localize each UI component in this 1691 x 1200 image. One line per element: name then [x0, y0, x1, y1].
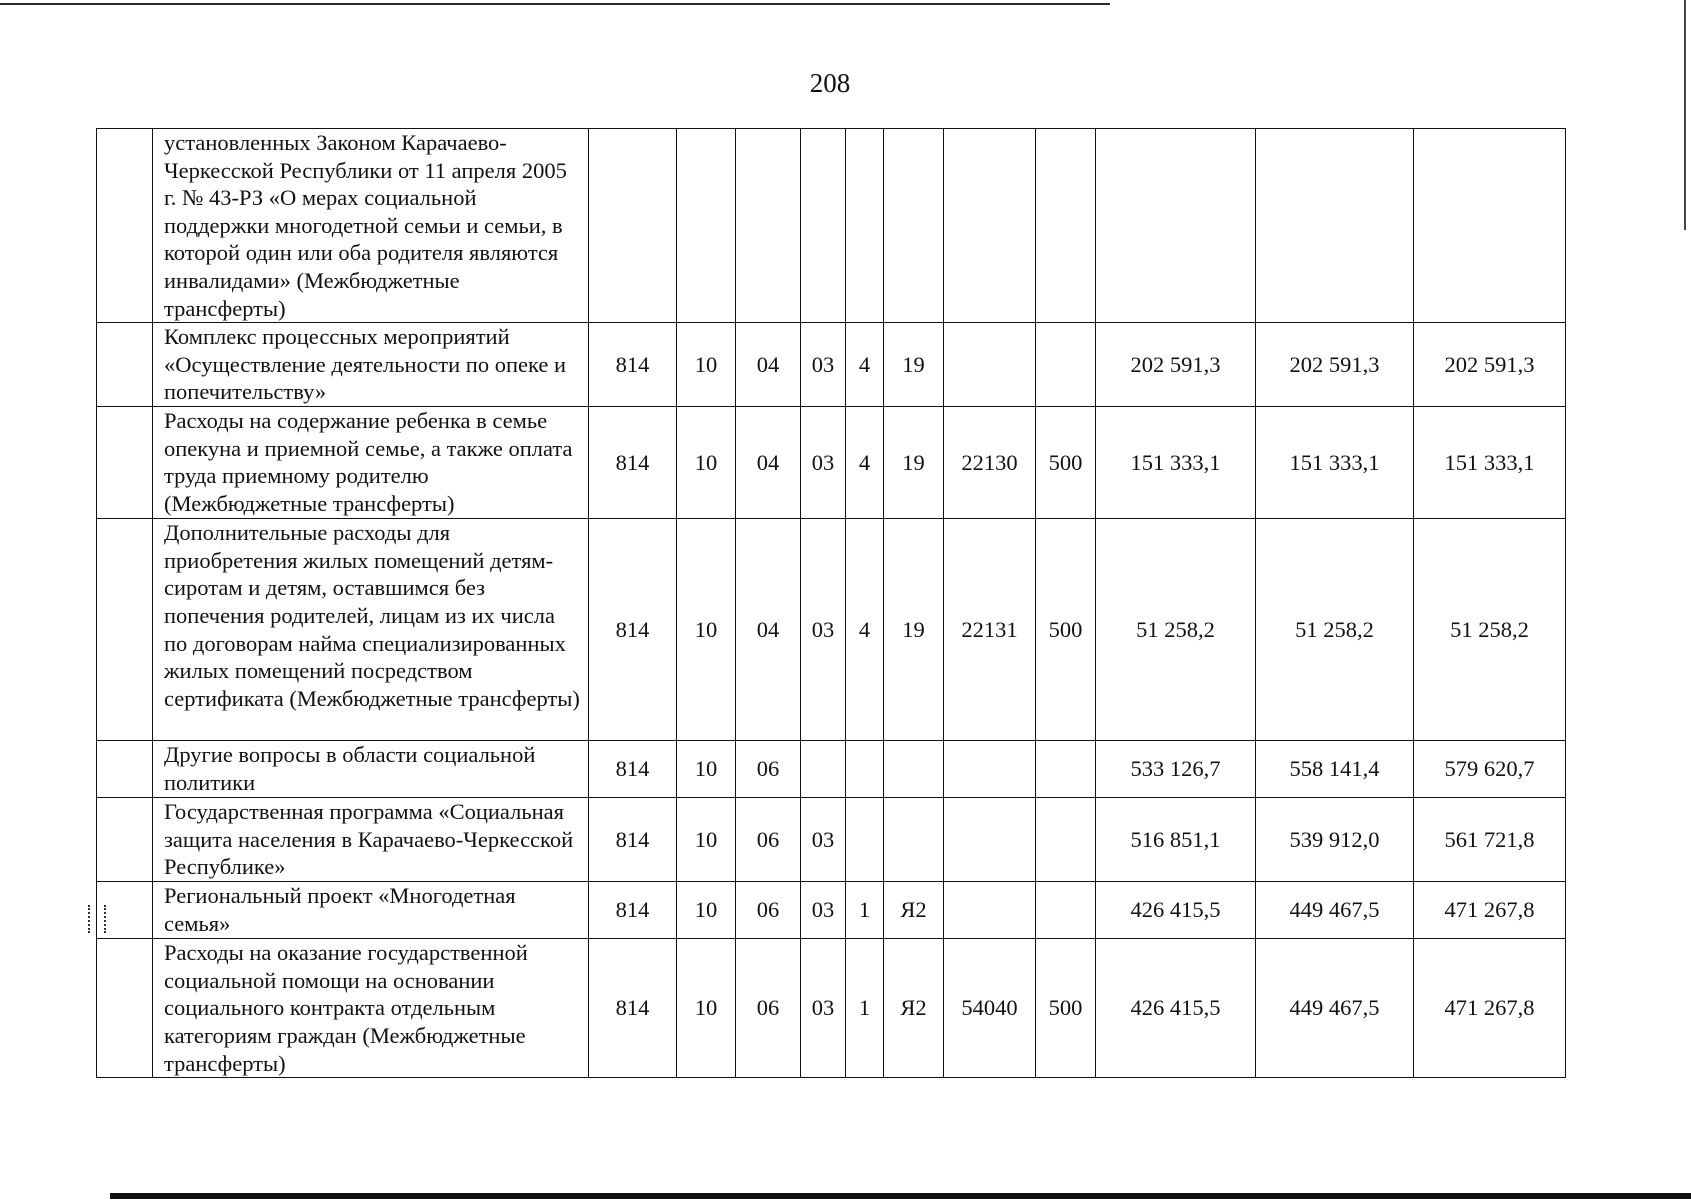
program-code [801, 741, 846, 798]
expense-type-code [1036, 129, 1096, 323]
row-marker-cell [97, 882, 153, 939]
expense-type-code [1036, 798, 1096, 882]
amount-2025: 202 591,3 [1096, 323, 1256, 407]
ministry-code: 814 [589, 741, 677, 798]
amount-2025 [1096, 129, 1256, 323]
amount-2026 [1256, 129, 1414, 323]
row-name: Государственная программа «Социальная защита населения в Карачаево-Черкесской Республике» [153, 798, 589, 882]
amount-2027: 471 267,8 [1414, 939, 1566, 1078]
target-code [884, 741, 944, 798]
direction-code: 54040 [944, 939, 1036, 1078]
amount-2027: 151 333,1 [1414, 407, 1566, 519]
type-code [846, 129, 884, 323]
section-code: 10 [677, 323, 736, 407]
direction-code: 22131 [944, 519, 1036, 741]
direction-code [944, 323, 1036, 407]
row-name: Расходы на содержание ребенка в семье опекуна и приемной семье, а также оплата труда приемному родителю (Межбюджетные трансферты) [153, 407, 589, 519]
target-code: 19 [884, 519, 944, 741]
amount-2025: 51 258,2 [1096, 519, 1256, 741]
amount-2026: 151 333,1 [1256, 407, 1414, 519]
amount-2026: 449 467,5 [1256, 939, 1414, 1078]
table-row [97, 129, 1566, 323]
row-marker-cell [97, 323, 153, 407]
amount-2025: 426 415,5 [1096, 939, 1256, 1078]
amount-2027: 51 258,2 [1414, 519, 1566, 741]
type-code: 4 [846, 407, 884, 519]
type-code: 4 [846, 323, 884, 407]
amount-2027: 471 267,8 [1414, 882, 1566, 939]
target-code: Я2 [884, 939, 944, 1078]
amount-2025: 151 333,1 [1096, 407, 1256, 519]
expense-type-code [1036, 323, 1096, 407]
amount-2026: 51 258,2 [1256, 519, 1414, 741]
budget-table [96, 128, 1566, 1078]
row-marker-cell [97, 519, 153, 741]
target-code: 19 [884, 407, 944, 519]
program-code: 03 [801, 407, 846, 519]
row-name: Комплекс процессных мероприятий «Осуществление деятельности по опеке и попечительству» [153, 323, 589, 407]
direction-code: 22130 [944, 407, 1036, 519]
subsection-code: 06 [736, 798, 801, 882]
row-marker-cell [97, 407, 153, 519]
ministry-code: 814 [589, 519, 677, 741]
amount-2027 [1414, 129, 1566, 323]
table-row [97, 323, 1566, 407]
row-name: Региональный проект «Многодетная семья» [153, 882, 589, 939]
amount-2026: 449 467,5 [1256, 882, 1414, 939]
direction-code [944, 882, 1036, 939]
amount-2025: 426 415,5 [1096, 882, 1256, 939]
subsection-code: 04 [736, 519, 801, 741]
ministry-code [589, 129, 677, 323]
row-name: Другие вопросы в области социальной политики [153, 741, 589, 798]
subsection-code: 06 [736, 939, 801, 1078]
row-marker-cell [97, 129, 153, 323]
type-code [846, 741, 884, 798]
row-name: Дополнительные расходы для приобретения жилых помещений детям-сиротам и детям, оставшимся без попечения родителей, лицам из их числа по договорам найма специализированных жилых помещений посредством сертификата (Межбюджетные трансферты) [153, 519, 589, 741]
ministry-code: 814 [589, 798, 677, 882]
subsection-code: 04 [736, 323, 801, 407]
amount-2027: 561 721,8 [1414, 798, 1566, 882]
program-code: 03 [801, 519, 846, 741]
scan-border-top [0, 3, 1110, 5]
section-code: 10 [677, 939, 736, 1078]
target-code [884, 798, 944, 882]
row-marker-cell [97, 939, 153, 1078]
type-code: 1 [846, 882, 884, 939]
section-code: 10 [677, 882, 736, 939]
amount-2027: 579 620,7 [1414, 741, 1566, 798]
section-code: 10 [677, 798, 736, 882]
row-marker-cell [97, 741, 153, 798]
expense-type-code: 500 [1036, 939, 1096, 1078]
target-code [884, 129, 944, 323]
table-row [97, 741, 1566, 798]
type-code: 4 [846, 519, 884, 741]
page-number: 208 [809, 68, 851, 98]
subsection-code: 06 [736, 882, 801, 939]
direction-code [944, 129, 1036, 323]
program-code: 03 [801, 882, 846, 939]
type-code [846, 798, 884, 882]
amount-2026: 558 141,4 [1256, 741, 1414, 798]
amount-2027: 202 591,3 [1414, 323, 1566, 407]
program-code [801, 129, 846, 323]
expense-type-code [1036, 882, 1096, 939]
row-marker-cell [97, 798, 153, 882]
expense-type-code [1036, 741, 1096, 798]
subsection-code: 06 [736, 741, 801, 798]
table-row [97, 407, 1566, 519]
type-code: 1 [846, 939, 884, 1078]
ministry-code: 814 [589, 939, 677, 1078]
section-code: 10 [677, 741, 736, 798]
target-code: Я2 [884, 882, 944, 939]
expense-type-code: 500 [1036, 407, 1096, 519]
row-name: Расходы на оказание государственной социальной помощи на основании социального контракта отдельным категориям граждан (Межбюджетные трансферты) [153, 939, 589, 1078]
amount-2026: 202 591,3 [1256, 323, 1414, 407]
direction-code [944, 741, 1036, 798]
section-code: 10 [677, 407, 736, 519]
amount-2025: 533 126,7 [1096, 741, 1256, 798]
amount-2025: 516 851,1 [1096, 798, 1256, 882]
scan-border-right [1684, 0, 1686, 230]
table-row [97, 798, 1566, 882]
ministry-code: 814 [589, 407, 677, 519]
subsection-code: 04 [736, 407, 801, 519]
subsection-code [736, 129, 801, 323]
direction-code [944, 798, 1036, 882]
program-code: 03 [801, 323, 846, 407]
table-row [97, 882, 1566, 939]
table-row [97, 519, 1566, 741]
section-code: 10 [677, 519, 736, 741]
program-code: 03 [801, 939, 846, 1078]
table-row [97, 939, 1566, 1078]
program-code: 03 [801, 798, 846, 882]
scan-border-bottom [110, 1193, 1691, 1199]
expense-type-code: 500 [1036, 519, 1096, 741]
target-code: 19 [884, 323, 944, 407]
amount-2026: 539 912,0 [1256, 798, 1414, 882]
ministry-code: 814 [589, 882, 677, 939]
ministry-code: 814 [589, 323, 677, 407]
row-name: установленных Законом Карачаево-Черкесской Республики от 11 апреля 2005 г. № 43-РЗ «О мерах социальной поддержки многодетной семьи и семьи, в которой один или оба родителя являются инвалидами» (Межбюджетные трансферты) [153, 129, 589, 323]
section-code [677, 129, 736, 323]
